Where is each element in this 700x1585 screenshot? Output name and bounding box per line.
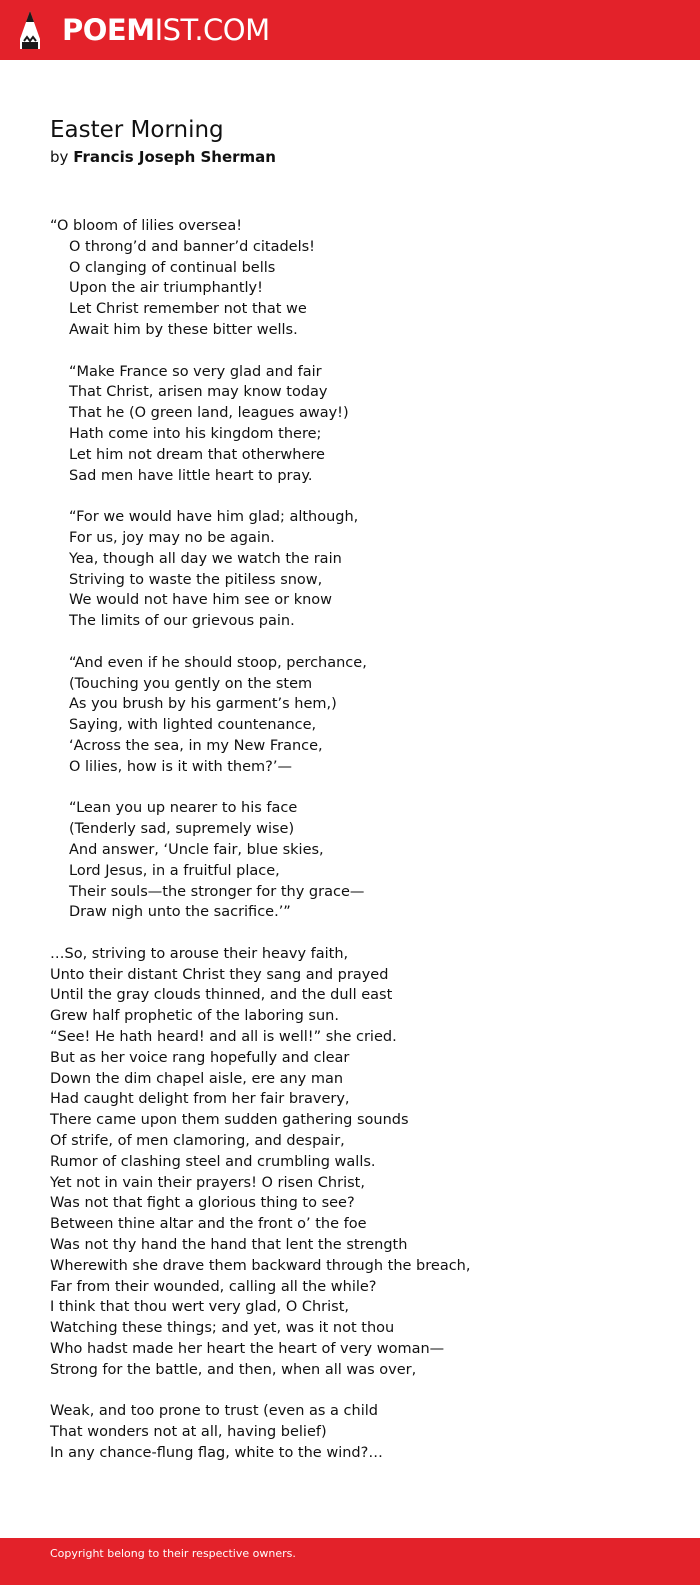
poem-line: Weak, and too prone to trust (even as a child (50, 1403, 378, 1420)
poem-body (50, 216, 670, 1464)
by-label: by (50, 148, 69, 166)
poem-line: Upon the air triumphantly! (69, 280, 263, 297)
poem-line: ‘Across the sea, in my New France, (69, 737, 323, 754)
poem-line: (Tenderly sad, supremely wise) (69, 821, 295, 838)
poem-line: Between thine altar and the front o’ the foe (50, 1216, 367, 1233)
poem-line: Was not thy hand the hand that lent the strength (50, 1237, 408, 1254)
poem-line: Was not that fight a glorious thing to see? (50, 1195, 355, 1212)
poem-line: Yea, though all day we watch the rain (69, 550, 342, 567)
poem-line: The limits of our grievous pain. (69, 613, 295, 630)
pencil-tip-icon[interactable] (18, 9, 42, 51)
copyright-text: Copyright belong to their respective owners. (50, 1547, 296, 1560)
poem-line: Their souls—the stronger for thy grace— (69, 883, 365, 900)
poem-line: For us, joy may no be again. (69, 529, 275, 546)
stanza-break (50, 341, 670, 362)
author-name[interactable]: Francis Joseph Sherman (73, 148, 276, 166)
poem-line: Unto their distant Christ they sang and prayed (50, 966, 389, 983)
stanza-break (50, 778, 670, 799)
poem-line: Hath come into his kingdom there; (69, 425, 322, 442)
poem-line: Await him by these bitter wells. (69, 321, 298, 338)
brand-bold-text: POEM (62, 13, 155, 47)
brand-light-text: IST.COM (154, 13, 270, 47)
poem-line: Who hadst made her heart the heart of very woman— (50, 1341, 445, 1358)
poem-line: Of strife, of men clamoring, and despair, (50, 1133, 345, 1150)
poem-line: There came upon them sudden gathering sounds (50, 1112, 409, 1129)
poem-line: And answer, ‘Uncle fair, blue skies, (69, 841, 324, 858)
stanza-break (50, 1381, 670, 1402)
poem-line: “O bloom of lilies oversea! (50, 218, 243, 234)
poem-line: Lord Jesus, in a fruitful place, (69, 862, 280, 879)
poem-line: Sad men have little heart to pray. (69, 467, 313, 484)
poem-line: “For we would have him glad; although, (69, 509, 359, 526)
poem-line: Let him not dream that otherwhere (69, 446, 325, 463)
poem-line: O clanging of continual bells (69, 259, 276, 276)
stanza-break (50, 632, 670, 653)
poem-line: “See! He hath heard! and all is well!” she cried. (50, 1029, 397, 1046)
poem-line: That wonders not at all, having belief) (50, 1424, 327, 1441)
poem-line: (Touching you gently on the stem (69, 675, 313, 692)
poem-line: O throng’d and banner’d citadels! (69, 238, 315, 255)
poem-line: Wherewith she drave them backward through the breach, (50, 1257, 471, 1274)
poem-line: “Lean you up nearer to his face (69, 800, 298, 817)
poem-line: Grew half prophetic of the laboring sun. (50, 1008, 339, 1025)
poem-line: Until the gray clouds thinned, and the dull east (50, 987, 393, 1004)
poem-line: Draw nigh unto the sacrifice.’” (69, 904, 291, 921)
poem-title: Easter Morning (50, 117, 224, 143)
poem-line: Far from their wounded, calling all the while? (50, 1278, 377, 1295)
byline (50, 146, 276, 168)
poem-line: Yet not in vain their prayers! O risen Christ, (50, 1174, 365, 1191)
poem-line: Down the dim chapel aisle, ere any man (50, 1070, 344, 1087)
poem-line: We would not have him see or know (69, 592, 333, 609)
poem-line: O lilies, how is it with them?’— (69, 758, 292, 775)
poem-line: “Make France so very glad and fair (69, 363, 322, 380)
poem-line: …So, striving to arouse their heavy faith, (50, 945, 349, 962)
poem-line: Had caught delight from her fair bravery, (50, 1091, 350, 1108)
poem-line: I think that thou wert very glad, O Christ, (50, 1299, 349, 1316)
poem-line: That Christ, arisen may know today (69, 384, 328, 401)
site-header (0, 0, 700, 60)
poem-line: Rumor of clashing steel and crumbling walls. (50, 1153, 376, 1170)
poem-line: In any chance-flung flag, white to the wind?… (50, 1445, 383, 1462)
poem-line: Saying, with lighted countenance, (69, 717, 317, 734)
poem-line: Watching these things; and yet, was it not thou (50, 1320, 395, 1337)
poem-line: But as her voice rang hopefully and clear (50, 1049, 350, 1066)
poem-line: Strong for the battle, and then, when all was over, (50, 1361, 417, 1378)
stanza-break (50, 486, 670, 507)
poem-line: Let Christ remember not that we (69, 301, 307, 318)
poem-line: “And even if he should stoop, perchance, (69, 654, 367, 671)
site-logo[interactable] (62, 13, 270, 47)
poem-line: That he (O green land, leagues away!) (69, 405, 349, 422)
poem-line: Striving to waste the pitiless snow, (69, 571, 323, 588)
stanza-break (50, 923, 670, 944)
poem-line: As you brush by his garment’s hem,) (69, 696, 337, 713)
site-footer (0, 1538, 700, 1585)
